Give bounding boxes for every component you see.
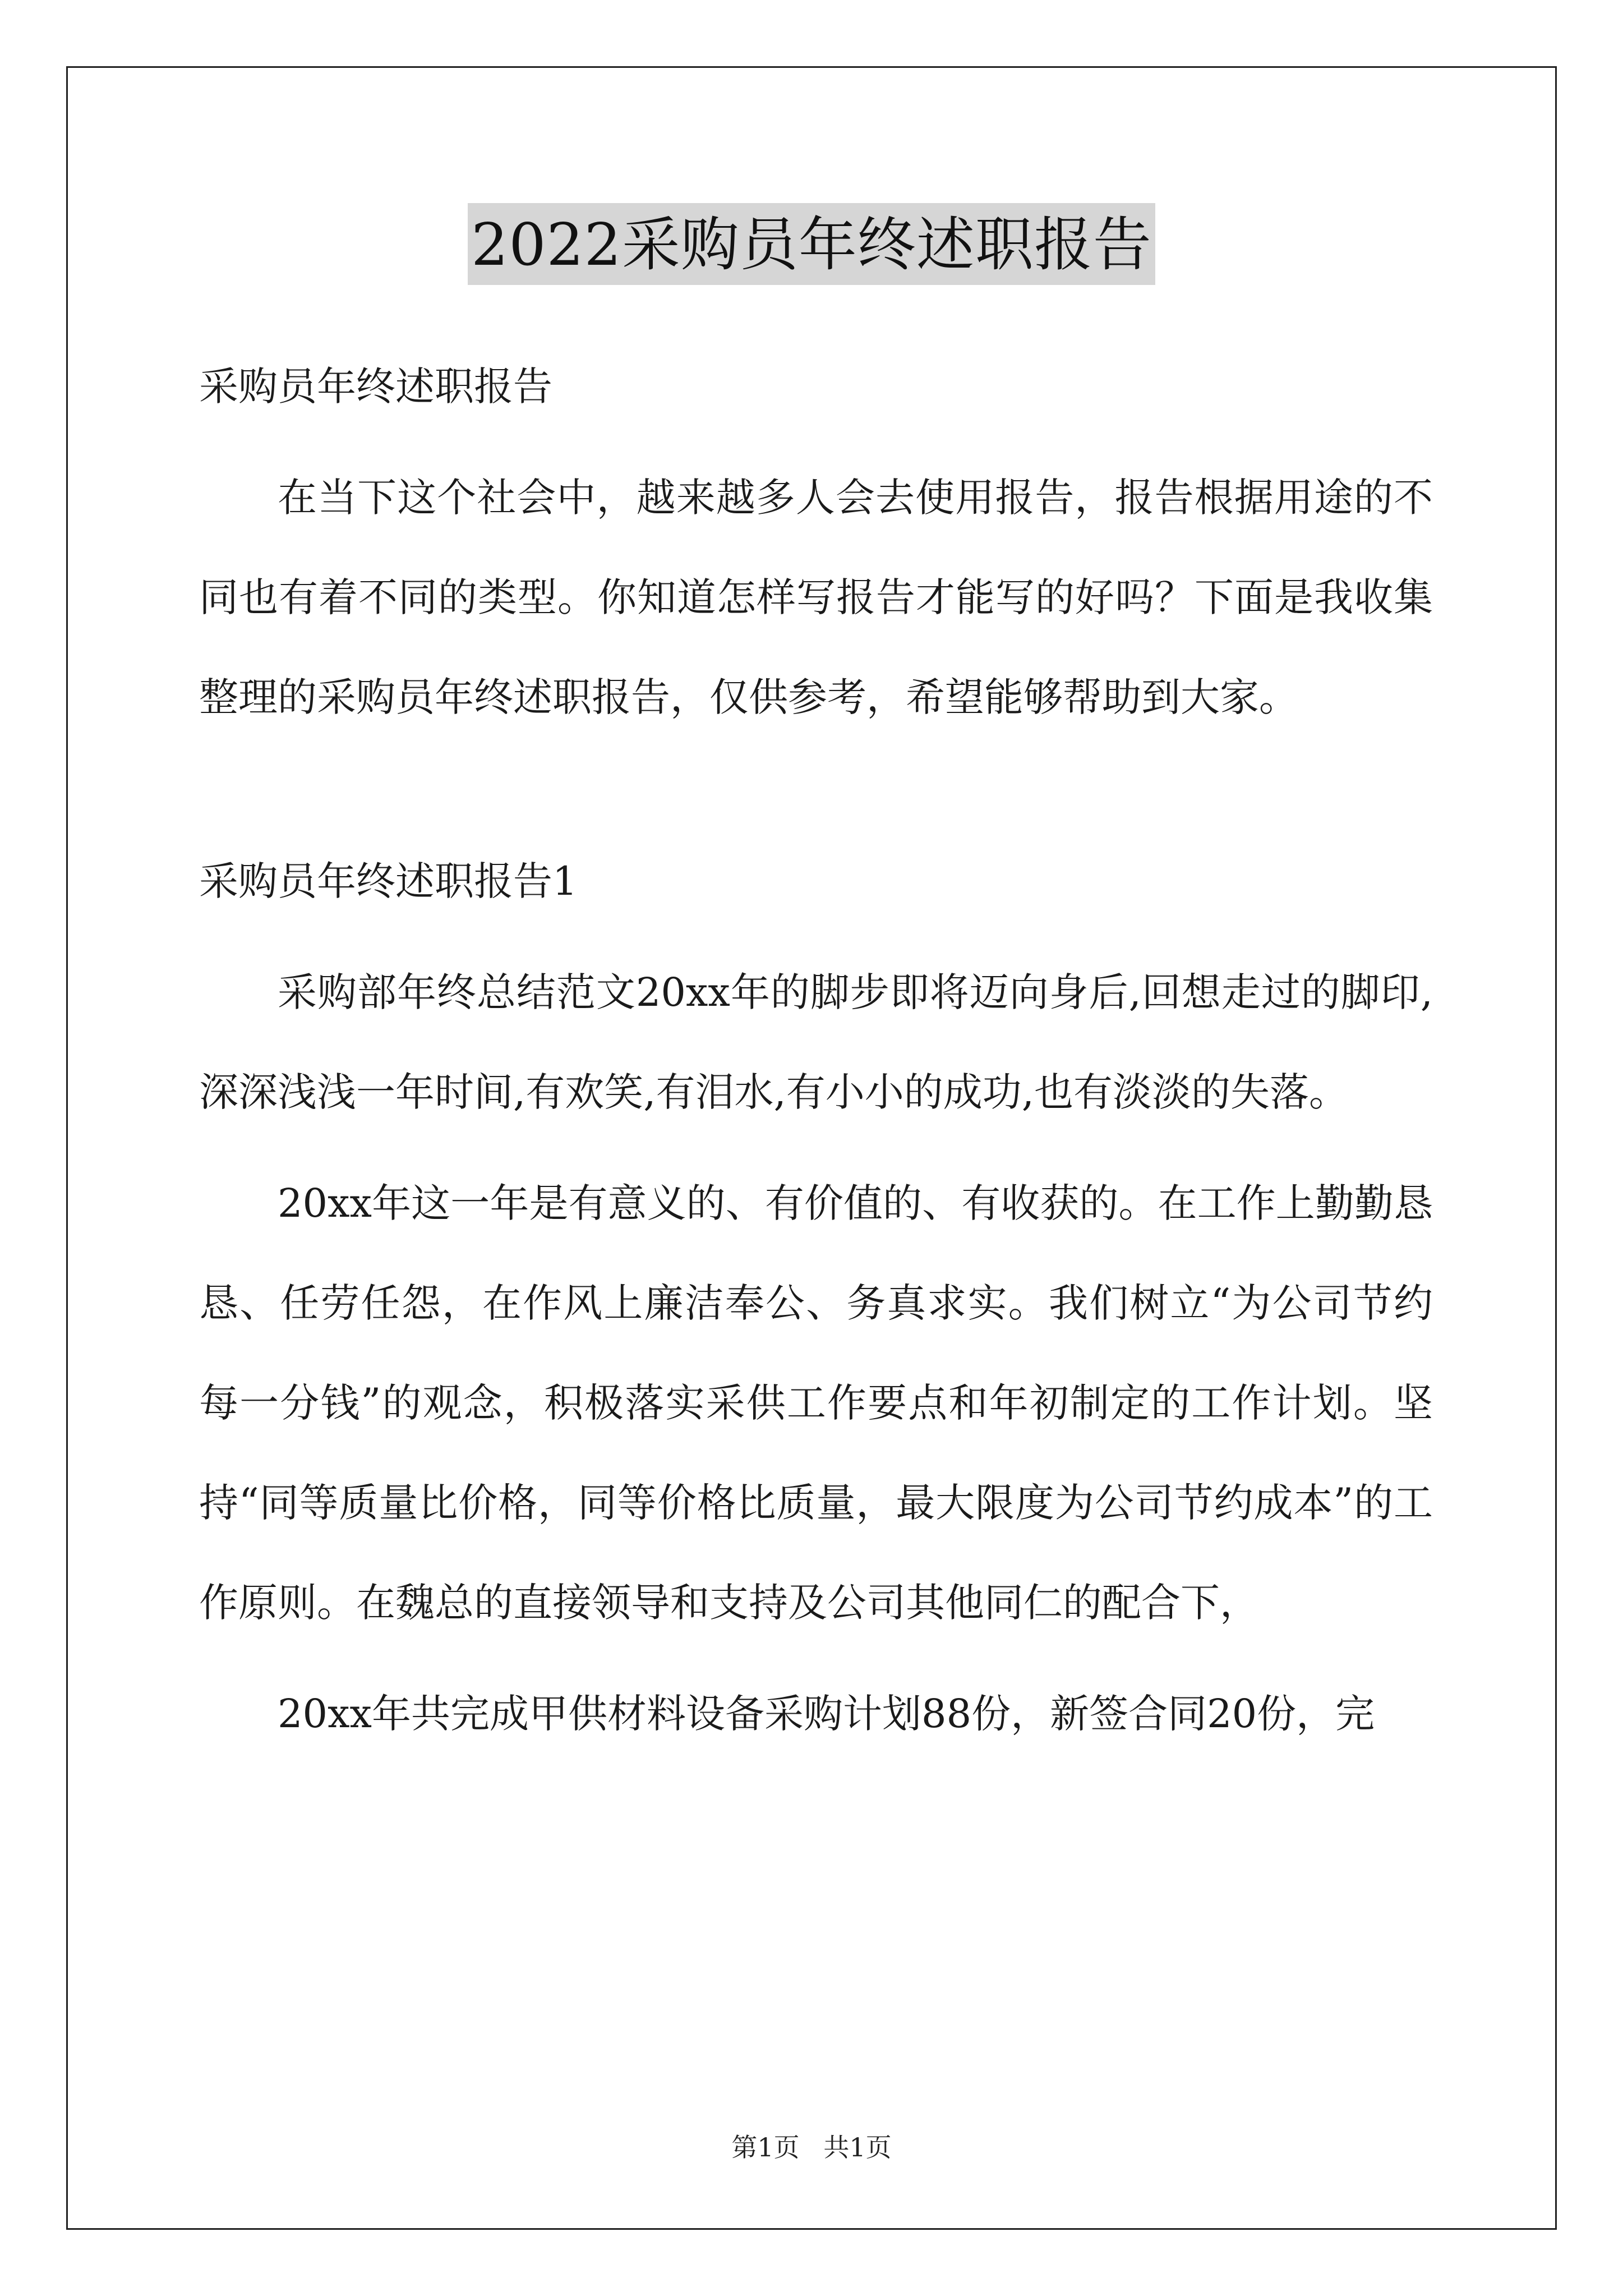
page-number-total: 共1页	[823, 2132, 892, 2162]
body-paragraph-1: 采购部年终总结范文20xx年的脚步即将迈向身后,回想走过的脚印,深深浅浅一年时间,有欢笑,有泪水,有小小的成功,也有淡淡的失落。	[199, 969, 1433, 1115]
spacer	[199, 747, 1433, 831]
document-subtitle: 采购员年终述职报告	[199, 364, 552, 409]
body-paragraph-2: 20xx年这一年是有意义的、有价值的、有收获的。在工作上勤勤恳恳、任劳任怨，在作风上廉洁奉公、务真求实。我们树立“为公司节约每一分钱”的观念，积极落实采供工作要点和年初制定的工作计划。坚持“同等质量比价格，同等价格比质量，最大限度为公司节约成本”的工作原则。在魏总的直接领导和支持及公司其他同仁的配合下，	[199, 1180, 1433, 1626]
page-number-current: 第1页	[731, 2132, 800, 2162]
spacer	[199, 1653, 1433, 1664]
body-paragraph-3: 20xx年共完成甲供材料设备采购计划88份，新签合同20份，完	[278, 1691, 1375, 1737]
document-body	[199, 337, 1433, 1764]
page-footer	[0, 2127, 1623, 2164]
document-title: 2022采购员年终述职报告	[468, 203, 1155, 285]
intro-paragraph: 在当下这个社会中，越来越多人会去使用报告，报告根据用途的不同也有着不同的类型。你知道怎样写报告才能写的好吗？下面是我收集整理的采购员年终述职报告，仅供参考，希望能够帮助到大家。	[199, 475, 1433, 720]
title-container	[0, 203, 1623, 285]
spacer	[199, 931, 1433, 942]
spacer	[199, 436, 1433, 448]
section-heading: 采购员年终述职报告1	[199, 858, 578, 904]
spacer	[199, 1142, 1433, 1153]
